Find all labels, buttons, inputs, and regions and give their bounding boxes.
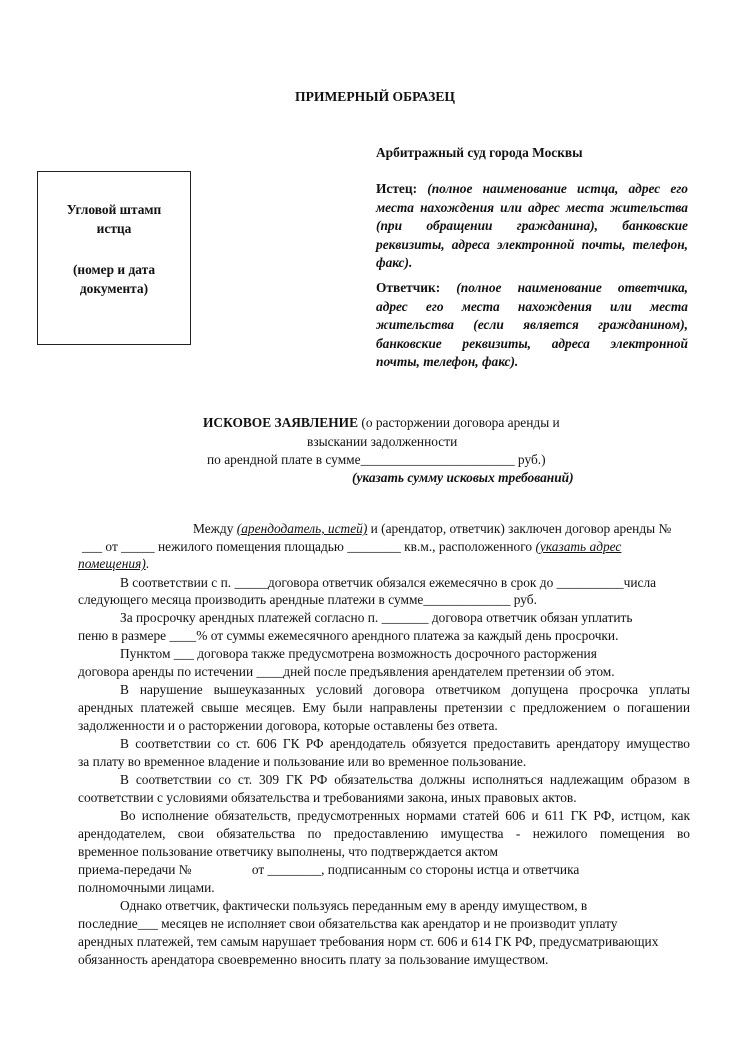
plaintiff-text: (полное наименование истца, адрес его bbox=[427, 181, 688, 196]
body-line: Однако ответчик, фактически пользуясь переданным ему в аренду имуществом, в bbox=[120, 898, 588, 913]
body-line: В соответствии со ст. 309 ГК РФ обязательства должны исполняться надлежащим образом в bbox=[120, 772, 690, 787]
defendant-line: банковские реквизиты, адреса электронной bbox=[376, 335, 688, 351]
body-line: временное пользование ответчику выполнены, что подтверждается актом bbox=[78, 844, 499, 859]
claim-subject: (о расторжении договора аренды и bbox=[358, 415, 560, 430]
stamp-line: (номер и дата bbox=[72, 262, 156, 277]
body-line: В соответствии со ст. 606 ГК РФ арендодатель обязуется предоставить арендатору имущество bbox=[120, 736, 690, 751]
claim-amount-hint: (указать сумму исковых требований) bbox=[352, 470, 574, 485]
defendant-text: (полное наименование ответчика, bbox=[456, 280, 688, 295]
body-line: Во исполнение обязательств, предусмотренных нормами статей 606 и 611 ГК РФ, истцом, как bbox=[120, 808, 690, 823]
court-name: Арбитражный суд города Москвы bbox=[376, 145, 583, 160]
body-line: За просрочку арендных платежей согласно п. _______ договора ответчик обязан уплатить bbox=[120, 610, 633, 625]
claim-heading-line bbox=[203, 415, 560, 431]
body-line bbox=[82, 538, 621, 556]
body-text: ___ от _____ нежилого помещения площадью ________ кв.м., расположенного bbox=[82, 539, 536, 554]
body-line bbox=[193, 520, 671, 538]
body-line: задолженности и о расторжении договора, которые оставлены без ответа. bbox=[78, 718, 498, 733]
defendant-line: адрес его места нахождения или места bbox=[376, 298, 688, 314]
body-line: следующего месяца производить арендные платежи в сумме_____________ руб. bbox=[78, 592, 537, 607]
defendant-block bbox=[376, 279, 688, 372]
body-line bbox=[78, 555, 149, 573]
body-line: В соответствии с п. _____договора ответчик обязался ежемесячно в срок до __________числа bbox=[120, 575, 657, 590]
body-line: обязанность арендатора своевременно вносить плату за пользование имуществом. bbox=[78, 952, 549, 967]
defendant-line: жительства (если является гражданином), bbox=[376, 317, 688, 333]
page-title: ПРИМЕРНЫЙ ОБРАЗЕЦ bbox=[295, 89, 455, 104]
corner-stamp-box bbox=[37, 171, 191, 345]
body-line: Пунктом ___ договора также предусмотрена возможность досрочного расторжения bbox=[120, 646, 597, 661]
body-text: . bbox=[145, 556, 150, 571]
body-line: арендных платежей свыше месяцев. Ему были направлены претензии с предложением о погашении bbox=[78, 700, 690, 715]
body-line: арендодателем, свои обязательства по предоставлению имущества - нежилого помещения во bbox=[78, 826, 690, 841]
defendant-label: Ответчик: bbox=[376, 280, 441, 295]
plaintiff-line: факс). bbox=[376, 255, 413, 271]
plaintiff-line: места нахождения или адрес места жительства bbox=[376, 199, 688, 215]
body-line: пеню в размере ____% от суммы ежемесячного арендного платежа за каждый день просрочки. bbox=[78, 628, 619, 643]
body-line: соответствии с условиями обязательства и требованиями закона, иных правовых актов. bbox=[78, 790, 577, 805]
placeholder-lessor: (арендодатель, истей) bbox=[236, 521, 368, 536]
body-line: за плату во временное владение и пользование или во временное пользование. bbox=[78, 754, 527, 769]
claim-subject-line: взыскании задолженности bbox=[307, 434, 458, 449]
claim-heading: ИСКОВОЕ ЗАЯВЛЕНИЕ bbox=[203, 415, 359, 430]
plaintiff-block bbox=[376, 180, 688, 273]
claim-amount-line: по арендной плате в сумме_______________________ руб.) bbox=[207, 452, 546, 467]
placeholder-address: (указать адрес bbox=[535, 539, 622, 554]
body-text: Между bbox=[193, 521, 237, 536]
body-line: последние___ месяцев не исполняет свои обязательства как арендатор и не производит уплату bbox=[78, 916, 618, 931]
body-line: договора аренды по истечении ____дней после предъявления арендателем претензии об этом. bbox=[78, 664, 615, 679]
body-line: приема-передачи № от ________, подписанным со стороны истца и ответчика bbox=[78, 862, 580, 877]
stamp-line: документа) bbox=[79, 281, 149, 296]
placeholder-address: помещения) bbox=[78, 556, 146, 571]
body-line: арендных платежей, тем самым нарушает требования норм ст. 606 и 614 ГК РФ, предусматривающих bbox=[78, 934, 659, 949]
stamp-line: истца bbox=[96, 221, 132, 236]
body-line: полномочными лицами. bbox=[78, 880, 215, 895]
plaintiff-label: Истец: bbox=[376, 181, 418, 196]
plaintiff-line: (при обращении гражданина), банковские bbox=[376, 218, 688, 234]
body-text: и (арендатор, ответчик) заключен договор аренды № bbox=[367, 521, 672, 536]
defendant-line: почты, телефон, факс). bbox=[376, 354, 519, 370]
body-line: В нарушение вышеуказанных условий договора ответчиком допущена просрочка уплаты bbox=[120, 682, 690, 697]
stamp-line: Угловой штамп bbox=[66, 202, 162, 217]
plaintiff-line: реквизиты, адреса электронной почты, телефон, bbox=[376, 236, 688, 252]
